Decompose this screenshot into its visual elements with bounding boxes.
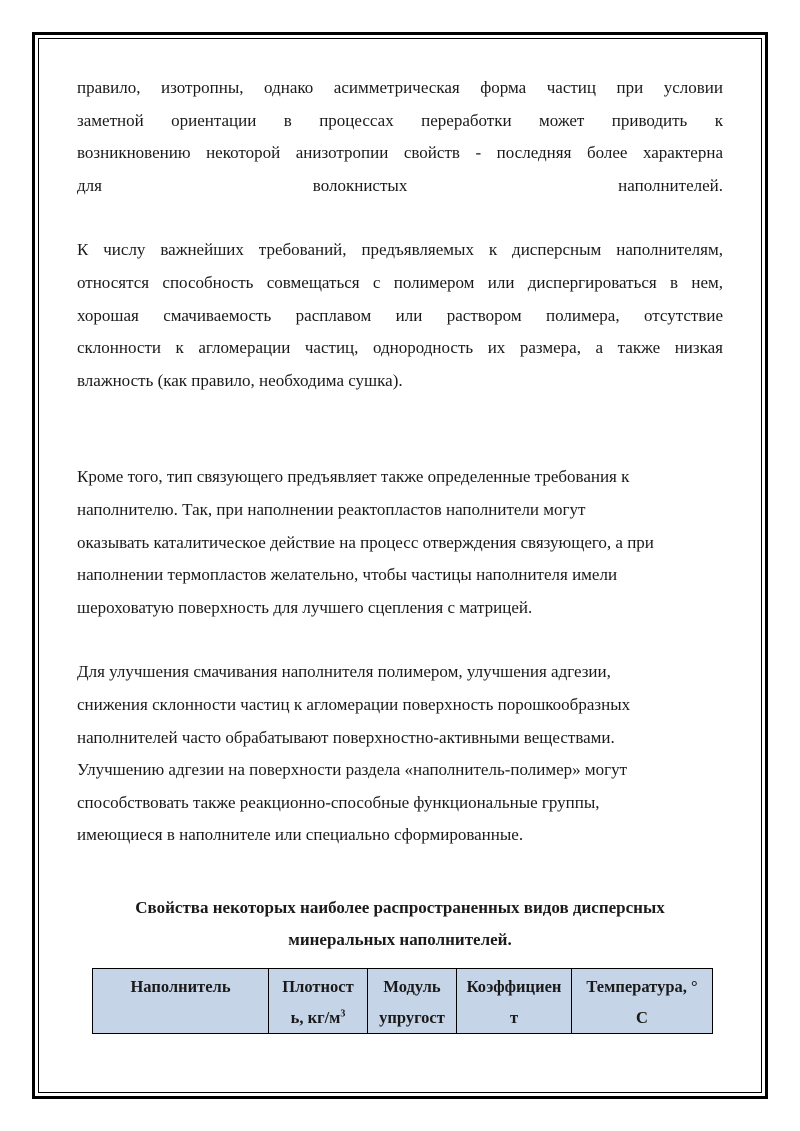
header-density: [269, 968, 368, 1033]
header-text: т: [509, 1007, 519, 1027]
header-temperature: [572, 968, 713, 1033]
header-text: упругост: [379, 1007, 445, 1027]
table-title-line: минеральных наполнителей.: [288, 929, 512, 949]
text-line: снижения склонности частиц к агломерации поверхность порошкообразных: [77, 694, 631, 714]
text-line: К числу важнейших требований, предъявляемых к дисперсным наполнителям,: [77, 240, 723, 260]
header-text: Коэффициен: [466, 976, 562, 996]
header-text: Модуль: [383, 976, 441, 996]
text-line: Улучшению адгезии на поверхности раздела «наполнитель-полимер» могут: [77, 760, 628, 780]
text-line: способствовать также реакционно-способные функциональные группы,: [77, 792, 600, 812]
header-text: Плотност: [282, 976, 354, 996]
text-line: заметной ориентации в процессах переработки может приводить к: [77, 110, 723, 130]
text-line: возникновению некоторой анизотропии свойств - последняя более характерна: [77, 143, 723, 163]
text-line: склонности к агломерации частиц, однородность их размера, а также низкая: [77, 338, 723, 358]
header-superscript: 3: [340, 1008, 346, 1020]
text-line: хорошая смачиваемость расплавом или раствором полимера, отсутствие: [77, 305, 723, 325]
text-line: наполнителей часто обрабатывают поверхностно-активными веществами.: [77, 727, 615, 747]
header-text-part: ь, кг/м: [290, 1007, 341, 1027]
header-modulus: [368, 968, 457, 1033]
text-line: влажность (как правило, необходима сушка).: [77, 370, 403, 390]
text-line: относятся способность совмещаться с полимером или диспергироваться в нем,: [77, 272, 723, 292]
text-line: Для улучшения смачивания наполнителя полимером, улучшения адгезии,: [77, 662, 611, 682]
text-line: для волокнистых наполнителей.: [77, 175, 723, 195]
text-line: наполнении термопластов желательно, чтобы частицы наполнителя имели: [77, 565, 618, 585]
table-title: [77, 892, 723, 956]
header-text: [95, 1002, 266, 1033]
header-text: [271, 1002, 365, 1033]
table-header-row: [93, 968, 713, 1033]
header-filler: [93, 968, 269, 1033]
table-title-line: Свойства некоторых наиболее распространенных видов дисперсных: [135, 897, 665, 917]
text-line: шероховатую поверхность для лучшего сцепления с матрицей.: [77, 597, 533, 617]
text-line: правило, изотропны, однако асимметрическая форма частиц при условии: [77, 78, 723, 97]
paragraph-binder-type: [77, 461, 723, 624]
text-line: наполнителю. Так, при наполнении реактопластов наполнители могут: [77, 499, 586, 519]
header-text: Температура, °: [586, 976, 698, 996]
paragraph-isotropy: [77, 72, 723, 202]
document-body: [77, 72, 723, 1034]
text-line: оказывать каталитическое действие на процесс отверждения связующего, а при: [77, 532, 654, 552]
header-text: С: [636, 1007, 648, 1027]
header-text: Наполнитель: [130, 976, 231, 996]
fillers-properties-table: [92, 968, 713, 1034]
paragraph-requirements: [77, 234, 723, 397]
text-line: имеющиеся в наполнителе или специально сформированные.: [77, 825, 524, 845]
text-line: Кроме того, тип связующего предъявляет также определенные требования к: [77, 467, 630, 487]
paragraph-adhesion: [77, 656, 723, 852]
header-coefficient: [457, 968, 572, 1033]
